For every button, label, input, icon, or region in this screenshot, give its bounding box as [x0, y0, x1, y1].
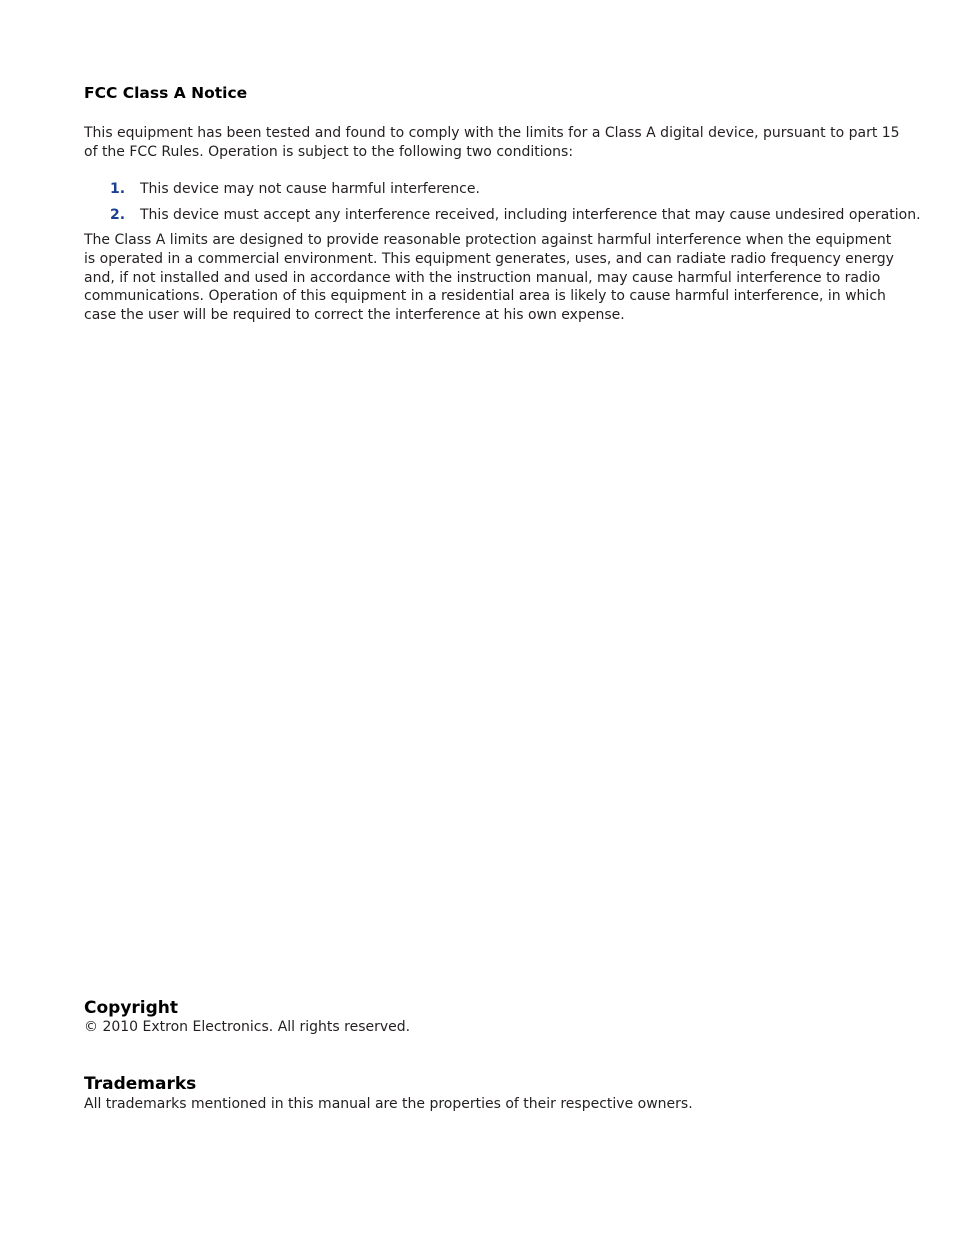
condition-number: 2.	[110, 207, 126, 223]
fcc-condition-item	[110, 206, 921, 224]
fcc-body-line: is operated in a commercial environment. This equipment generates, uses, and can radiate radio frequency energy	[84, 250, 894, 267]
fcc-body-line: case the user will be required to correct the interference at his own expense.	[84, 307, 625, 324]
fcc-intro-paragraph	[84, 124, 900, 162]
copyright-text: © 2010 Extron Electronics. All rights reserved.	[84, 1019, 411, 1035]
condition-number: 1.	[110, 181, 126, 197]
fcc-body-line: The Class A limits are designed to provide reasonable protection against harmful interference when the equipment	[84, 232, 892, 248]
copyright-heading: Copyright	[84, 998, 179, 1018]
fcc-body-line: communications. Operation of this equipment in a residential area is likely to cause harmful interference, in which	[84, 288, 886, 305]
fcc-intro-line: This equipment has been tested and found to comply with the limits for a Class A digital device, pursuant to part 15	[84, 125, 900, 141]
trademarks-heading: Trademarks	[84, 1074, 197, 1094]
fcc-body-paragraph	[84, 231, 894, 325]
fcc-body-line: and, if not installed and used in accordance with the instruction manual, may cause harmful interference to radio	[84, 269, 881, 286]
fcc-conditions-list	[110, 180, 921, 232]
fcc-condition-item	[110, 180, 921, 198]
trademarks-text: All trademarks mentioned in this manual are the properties of their respective owners.	[84, 1096, 693, 1112]
fcc-notice-heading: FCC Class A Notice	[84, 84, 248, 102]
condition-text: This device must accept any interference received, including interference that may cause undesired operation.	[140, 207, 921, 223]
condition-text: This device may not cause harmful interference.	[140, 181, 480, 197]
fcc-intro-line: of the FCC Rules. Operation is subject to the following two conditions:	[84, 143, 574, 160]
